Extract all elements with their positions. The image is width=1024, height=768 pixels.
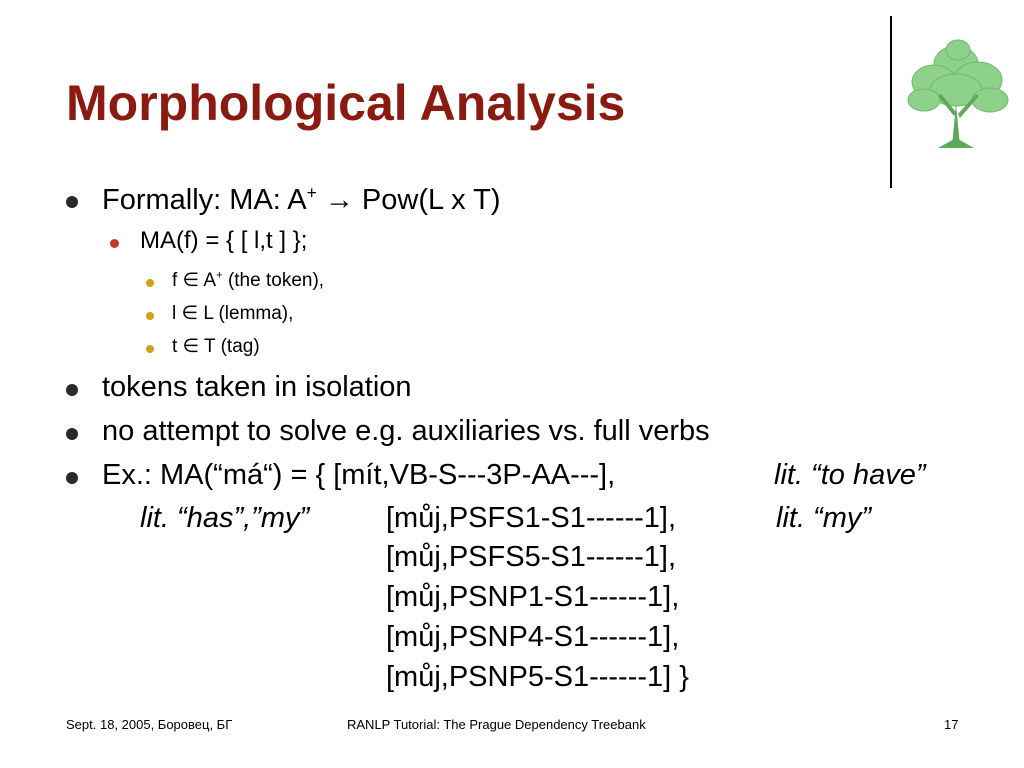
sub-bullet-token-tail: (the token), xyxy=(222,270,325,291)
example-row: [můj,PSFS1-S1------1], xyxy=(386,502,677,534)
sub-bullet-token-text: f ∈ A xyxy=(172,270,217,291)
example-row: [můj,PSNP1-S1------1], xyxy=(386,581,680,613)
bullet-dot xyxy=(66,196,78,208)
sub-bullet-token xyxy=(172,269,324,292)
bullet-dot xyxy=(66,472,78,484)
example-lit-my: lit. “my” xyxy=(776,502,872,534)
bullet-no-attempt: no attempt to solve e.g. auxiliaries vs. full verbs xyxy=(102,415,710,447)
bullet-dot xyxy=(110,239,119,248)
footer-title: RANLP Tutorial: The Prague Dependency Treebank xyxy=(347,717,646,732)
sub-bullet-tag: t ∈ T (tag) xyxy=(172,336,260,357)
bullet-ma-definition: MA(f) = { [ l,t ] }; xyxy=(140,227,308,254)
tree-icon xyxy=(898,34,1014,150)
superscript-plus: + xyxy=(216,269,223,282)
example-lit-has-my: lit. “has”,”my” xyxy=(140,502,310,534)
example-lit-to-have: lit. “to have” xyxy=(774,459,926,491)
bullet-dot xyxy=(66,428,78,440)
bullet-dot xyxy=(146,312,154,320)
divider-line xyxy=(890,16,892,188)
footer-date: Sept. 18, 2005, Боровец, БГ xyxy=(66,717,233,732)
bullet-dot xyxy=(146,345,154,353)
bullet-formally-tail: → Pow(L x T) xyxy=(316,184,501,216)
bullet-formally xyxy=(102,184,501,217)
bullet-formally-text: Formally: MA: A xyxy=(102,184,307,216)
example-row: [můj,PSFS5-S1------1], xyxy=(386,541,677,573)
example-row: [můj,PSNP4-S1------1], xyxy=(386,621,680,653)
bullet-example: Ex.: MA(“má“) = { [mít,VB-S---3P-AA---], xyxy=(102,459,616,491)
superscript-plus: + xyxy=(306,182,317,203)
bullet-dot xyxy=(146,279,154,287)
page-number: 17 xyxy=(944,717,959,732)
example-row: [můj,PSNP5-S1------1] } xyxy=(386,661,689,693)
sub-bullet-lemma: l ∈ L (lemma), xyxy=(172,303,294,324)
bullet-dot xyxy=(66,384,78,396)
slide-title: Morphological Analysis xyxy=(66,75,626,131)
bullet-isolation: tokens taken in isolation xyxy=(102,371,412,403)
